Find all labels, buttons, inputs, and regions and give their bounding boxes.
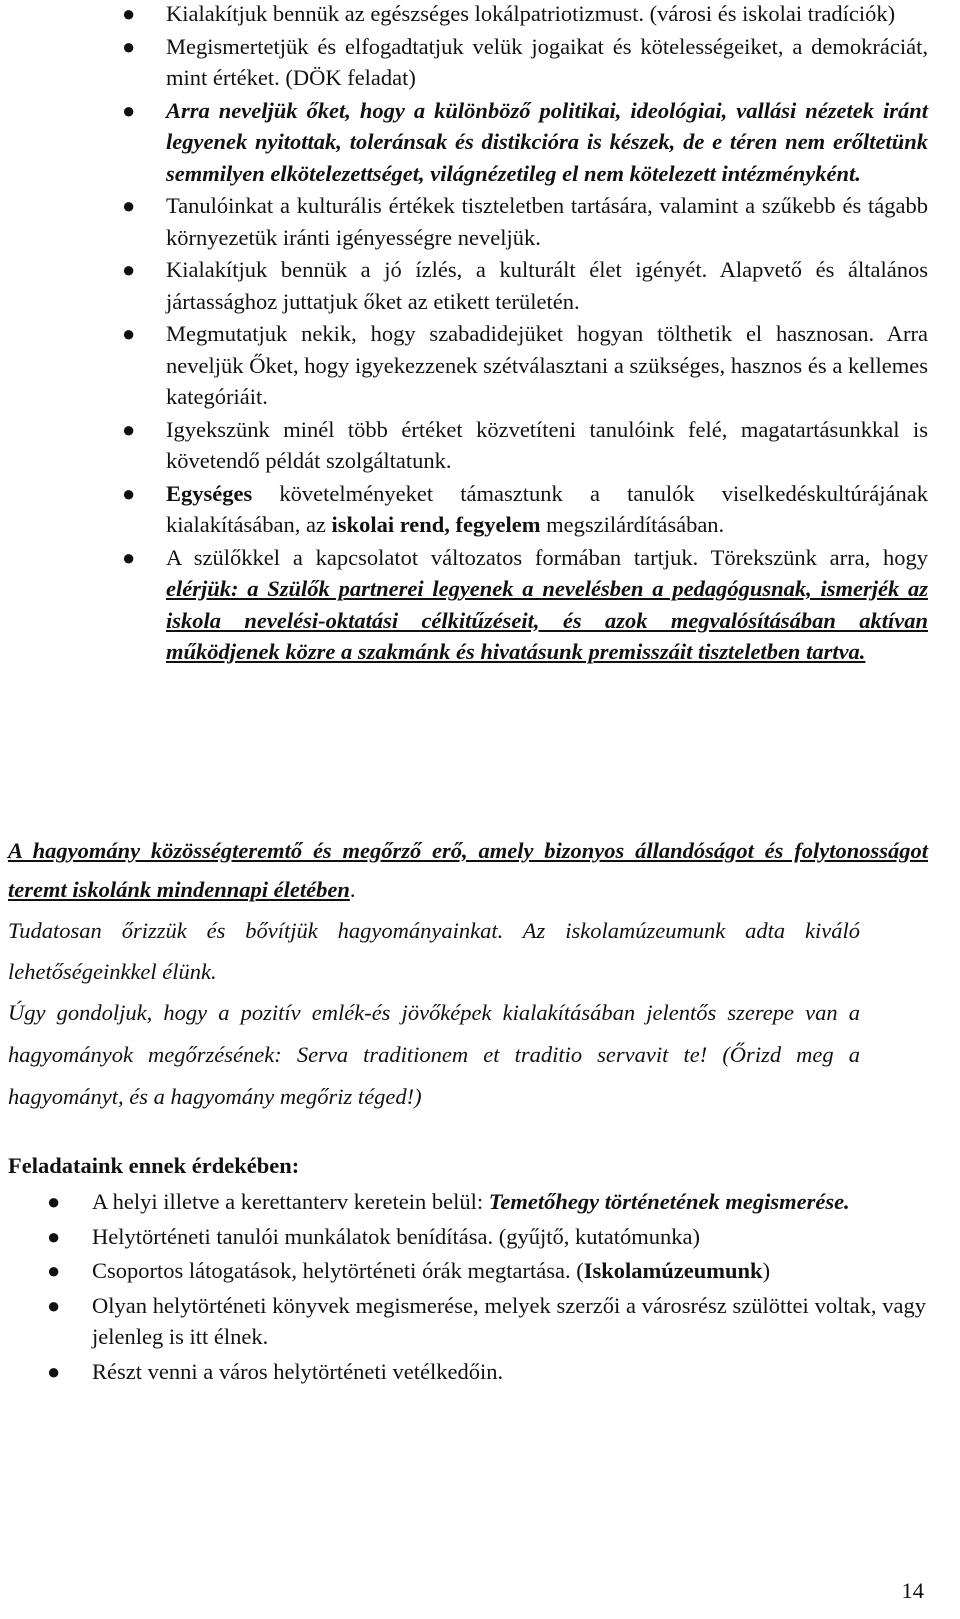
bullet-dot-icon: ● — [47, 1258, 61, 1283]
page-number: 14 — [901, 1578, 924, 1603]
bullet-dot-icon: ● — [122, 1, 136, 26]
bullet-dot-icon: ● — [47, 1358, 61, 1384]
text-segment: Temetőhegy történetének megismerése. — [488, 1189, 850, 1214]
list-item — [47, 1356, 926, 1388]
list-item — [47, 1186, 926, 1218]
text-segment: Csoportos látogatások, helytörténeti órák megtartása. ( — [92, 1258, 584, 1283]
text-segment: megszilárdításában. — [540, 512, 725, 537]
list-item — [122, 542, 928, 668]
list-item — [122, 414, 928, 477]
bullet-dot-icon: ● — [47, 1189, 61, 1214]
values-bullet-list — [122, 0, 928, 669]
tradition-section — [8, 831, 928, 1118]
bullet-dot-icon: ● — [122, 97, 136, 123]
tradition-paragraph-2: Úgy gondoljuk, hogy a pozitív emlék-és jövőképek kialakításában jelentős szerepe van a hagyományok megőrzésének: Serva traditionem et traditio servavit te! (Őrizd meg a hagyományt, és a hagyomány megőriz téged!) — [8, 1000, 860, 1109]
bullet-dot-icon: ● — [122, 480, 136, 506]
list-item — [122, 318, 928, 413]
list-item — [122, 0, 928, 30]
text-segment: ) — [762, 1258, 771, 1283]
bullet-dot-icon: ● — [122, 33, 136, 59]
list-item — [122, 254, 928, 317]
tasks-heading: Feladataink ennek érdekében: — [8, 1153, 300, 1178]
text-segment: Kialakítjuk bennük az egészséges lokálpatriotizmust. (városi és iskolai tradíciók) — [166, 1, 896, 26]
text-segment: A szülőkkel a kapcsolatot változatos formában tartjuk. Törekszünk arra, hogy — [166, 544, 928, 570]
list-item — [47, 1255, 926, 1287]
bullet-dot-icon: ● — [122, 544, 136, 570]
list-item — [122, 478, 928, 541]
text-segment: . — [349, 877, 356, 902]
bullet-dot-icon: ● — [122, 257, 136, 282]
bullet-dot-icon: ● — [122, 193, 136, 218]
bullet-dot-icon: ● — [122, 416, 136, 442]
text-segment: Igyekszünk minél több értéket közvetíteni tanulóink felé, magatartásunkkal is követendő példát szolgáltatunk. — [166, 416, 928, 473]
text-segment: Egységes — [166, 480, 253, 506]
text-segment: Részt venni a város helytörténeti vetélkedőin. — [92, 1358, 504, 1384]
text-segment: Tanulóinkat a kulturális értékek tiszteletben tartására, valamint a szűkebb és tágabb környezetük iránti igényességre neveljük. — [166, 193, 928, 250]
bullet-dot-icon: ● — [122, 321, 136, 346]
text-segment: Megmutatjuk nekik, hogy szabadidejüket hogyan tölthetik el hasznosan. Arra neveljük Őket, hogy igyekezzenek szétválasztani a szükséges, hasznos és a kellemes kategóriáit. — [166, 321, 928, 409]
text-segment: Arra neveljük őket, hogy a különböző politikai, ideológiai, vallási nézetek iránt legyenek nyitottak, toleránsak és distikcióra is készek, de e téren nem erőltetünk semmilyen elkötelezettséget, világnézetileg el nem kötelezett intézményként. — [166, 97, 928, 186]
text-segment: követelményeket támasztunk a tanulók viselkedéskultúrájának kialakításában, az — [166, 480, 928, 537]
tradition-paragraph-1: Tudatosan őrizzük és bővítjük hagyományainkat. Az iskolamúzeumunk adta kiváló lehetőségeinkkel élünk. — [8, 918, 860, 984]
tasks-bullet-list — [47, 1186, 926, 1390]
bullet-dot-icon: ● — [47, 1292, 61, 1318]
tradition-lead-paragraph — [8, 831, 928, 909]
text-segment: iskolai rend, fegyelem — [331, 512, 541, 537]
text-segment: Helytörténeti tanulói munkálatok benídítása. (gyűjtő, kutatómunka) — [92, 1223, 700, 1249]
list-item — [47, 1290, 926, 1353]
list-item — [122, 31, 928, 94]
text-segment: Kialakítjuk bennük a jó ízlés, a kulturált élet igényét. Alapvető és általános jártassághoz juttatjuk őket az etikett területén. — [166, 257, 928, 314]
text-segment: elérjük: a Szülők partnerei legyenek a nevelésben a pedagógusnak, ismerjék az iskola nevelési-oktatási célkitűzéseit, és azok megvalósításában aktívan működjenek közre a szakmánk és hivatásunk premisszáit tiszteletben tartva. — [166, 576, 928, 664]
text-segment: A helyi illetve a kerettanterv keretein belül: — [92, 1189, 489, 1214]
text-segment: Olyan helytörténeti könyvek megismerése, melyek szerzői a városrész szülöttei voltak, vagy jelenleg is itt élnek. — [92, 1292, 926, 1349]
list-item — [122, 95, 928, 190]
bullet-dot-icon: ● — [47, 1223, 61, 1249]
list-item — [122, 190, 928, 253]
list-item — [47, 1221, 926, 1253]
text-segment: A hagyomány közösségteremtő és megőrző erő, amely bizonyos állandóságot és folytonosságot teremt iskolánk mindennapi életében — [8, 838, 928, 902]
text-segment: Iskolamúzeumunk — [583, 1258, 763, 1283]
text-segment: Megismertetjük és elfogadtatjuk velük jogaikat és kötelességeiket, a demokráciát, mint értéket. (DÖK feladat) — [166, 33, 928, 90]
